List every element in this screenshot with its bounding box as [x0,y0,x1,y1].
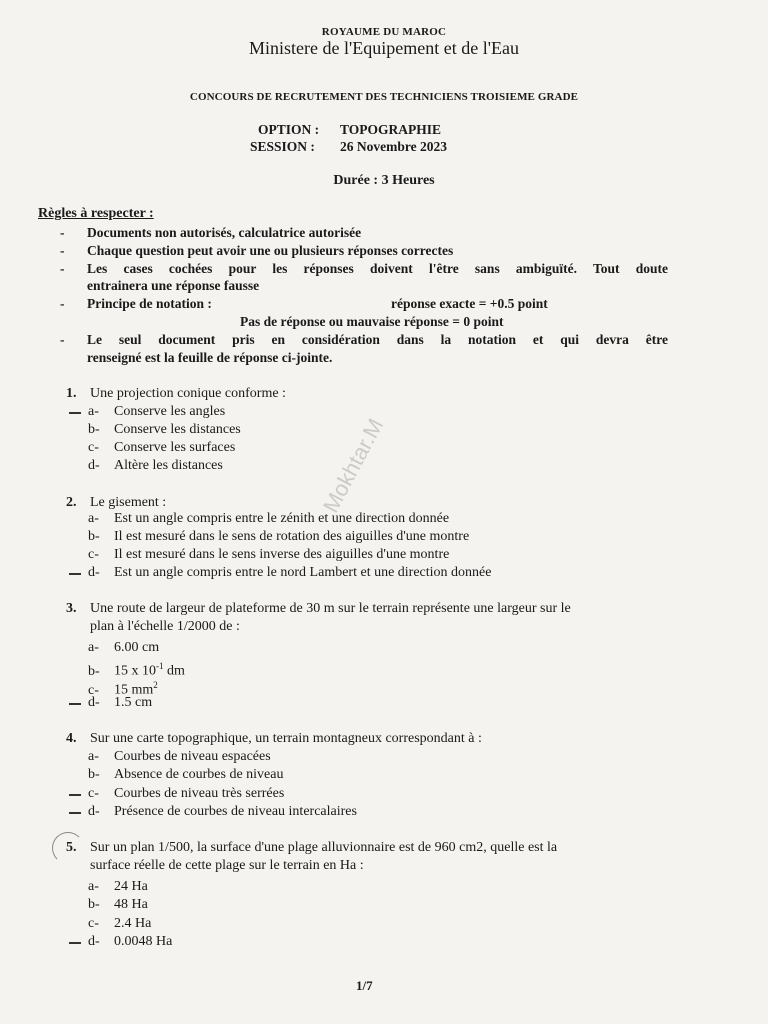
question-2-option-d[interactable]: d- Est un angle compris entre le nord Lambert et une direction donnée [88,564,491,582]
rule-item: - Principe de notation : [60,296,212,311]
question-1: 1. Une projection conique conforme : [66,386,286,401]
option-value: TOPOGRAPHIE [340,122,442,137]
question-3-option-c[interactable]: c- 15 $mm^2$ [88,680,158,698]
answer-mark [69,412,81,414]
question-5: 5. Sur un plan 1/500, la surface d'une plage alluvionnaire est de 960 cm2, quelle est la surface réelle de cette plage sur le terrain en Ha : [66,840,558,873]
question-4-option-a[interactable]: a- Courbes de niveau espacées [88,749,271,764]
answer-mark [69,703,81,705]
question-5-option-b[interactable]: b- 48 Ha [88,897,148,912]
rules-title: Règles à respecter : [38,206,154,221]
question-1-option-d[interactable]: d- Altère les distances [88,458,223,473]
question-4: 4. Sur une carte topographique, un terrain montagneux correspondant à : [66,731,482,746]
question-4-option-d[interactable]: d- Présence de courbes de niveau intercalaires [88,803,357,821]
question-3: 3. Une route de largeur de plateforme de 30 m sur le terrain représente une largeur sur le plan à l'échelle 1/2000 de : [66,601,571,634]
question-3-option-a[interactable]: a- 6.00 cm [88,640,160,655]
question-4-option-c[interactable]: c- Courbes de niveau très serrées [88,785,284,803]
page-number: 1/7 [356,978,373,993]
rule-scoring-correct: réponse exacte = +0.5 point [391,296,548,311]
question-1-option-c[interactable]: c- Conserve les surfaces [88,440,236,455]
answer-mark [69,942,81,944]
answer-mark [69,573,81,575]
question-2-option-b[interactable]: b- Il est mesuré dans le sens de rotation des aiguilles d'une montre [88,529,470,544]
ministry-title: Ministere de l'Equipement et de l'Eau [249,38,519,58]
rule-item-continuation: renseigné est la feuille de réponse ci-jointe. [87,350,333,365]
answer-mark [69,812,81,814]
rule-item: - Les cases cochées pour les réponses doivent l'être sans ambiguïté. Tout doute [60,261,668,276]
question-5-option-c[interactable]: c- 2.4 Ha [88,916,152,931]
session-value: 26 Novembre 2023 [340,139,447,154]
contest-title: CONCOURS DE RECRUTEMENT DES TECHNICIENS TROISIEME GRADE [189,91,579,103]
option-label: OPTION : [258,122,320,137]
question-1-option-a[interactable]: a- Conserve les angles [88,403,225,421]
question-3-option-b[interactable]: b- 15 x $10^{-1}$ dm [88,661,185,679]
question-2: 2. Le gisement : [66,495,167,510]
answer-mark [69,794,81,796]
session-label: SESSION : [250,139,315,154]
question-2-option-c[interactable]: c- Il est mesuré dans le sens inverse des aiguilles d'une montre [88,547,450,562]
rule-item-continuation: entrainera une réponse fausse [87,278,260,293]
question-1-option-b[interactable]: b- Conserve les distances [88,422,241,437]
rule-item: - Le seul document pris en considération dans la notation et qui devra être [60,332,668,347]
question-2-option-a[interactable]: a- Est un angle compris entre le zénith et une direction donnée [88,511,450,526]
rule-scoring-wrong: Pas de réponse ou mauvaise réponse = 0 point [240,314,504,329]
kingdom-title: ROYAUME DU MAROC [321,26,447,38]
question-4-option-b[interactable]: b- Absence de courbes de niveau [88,767,284,782]
rule-item: - Documents non autorisés, calculatrice autorisée [60,225,362,240]
question-5-option-d[interactable]: d- 0.0048 Ha [88,933,172,951]
question-3-option-d[interactable]: d- 1.5 cm [88,694,152,712]
watermark: Mokhtar.M [318,414,389,517]
question-5-option-a[interactable]: a- 24 Ha [88,879,148,894]
rule-item: - Chaque question peut avoir une ou plusieurs réponses correctes [60,243,454,258]
duration: Durée : 3 Heures [333,173,435,188]
